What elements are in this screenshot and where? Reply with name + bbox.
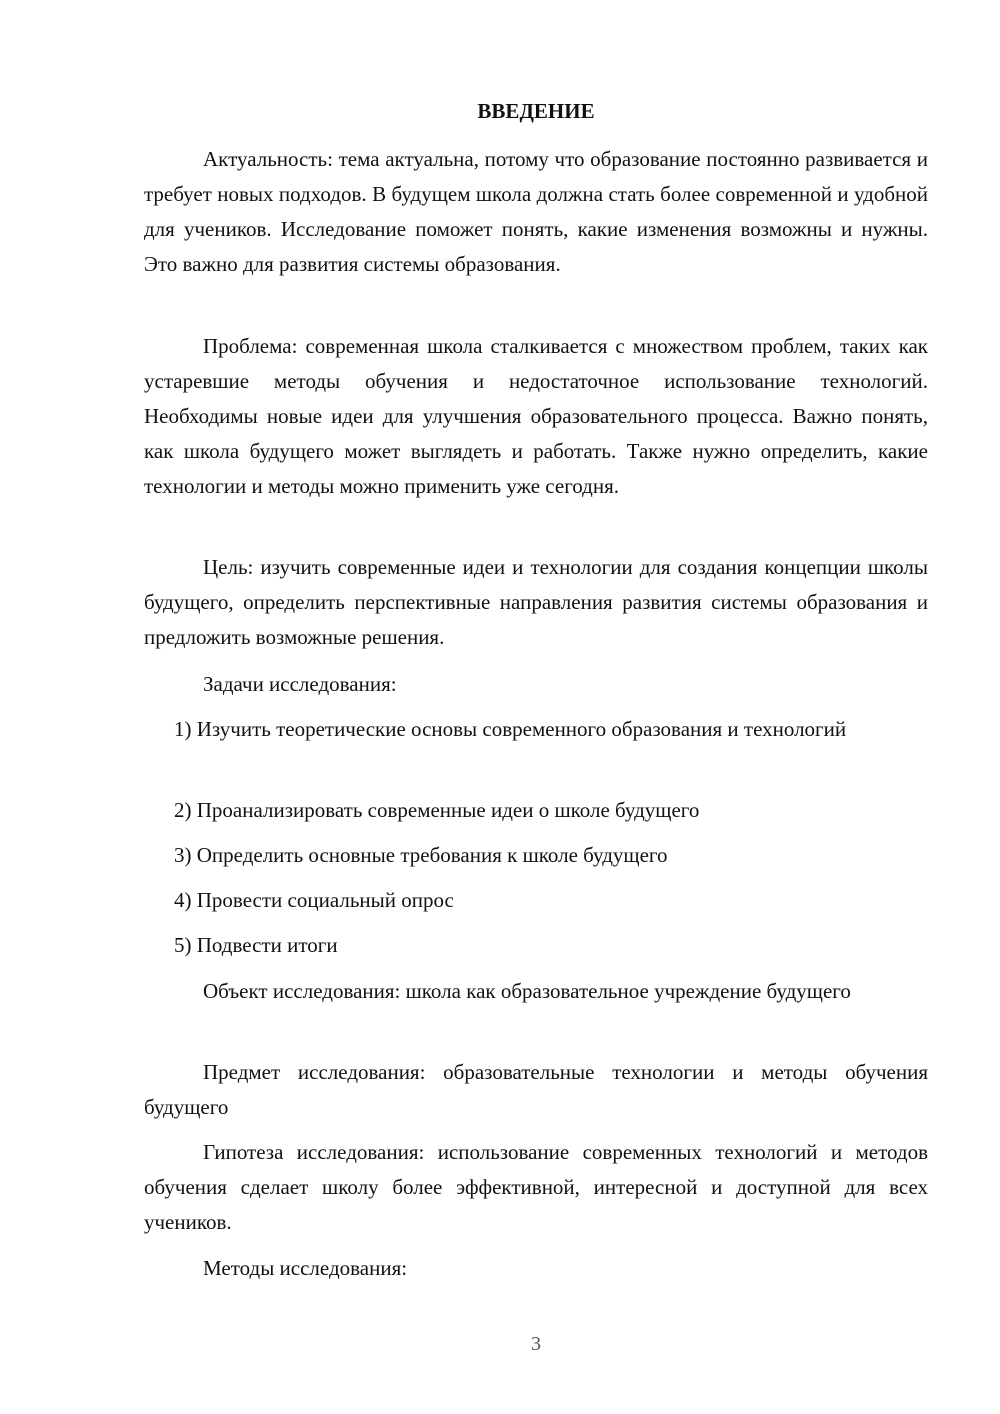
task-item-3: 3) Определить основные требования к школе будущего: [174, 843, 668, 867]
subject-paragraph: Предмет исследования: образовательные технологии и методы обучения будущего: [144, 1060, 928, 1119]
relevance-paragraph: Актуальность: тема актуальна, потому что образование постоянно развивается и требует новых подходов. В будущем школа должна стать более современной и удобной для учеников. Исследование поможет понять, какие изменения возможны и нужны. Это важно для развития системы образования.: [144, 147, 928, 276]
task-item-4: 4) Провести социальный опрос: [174, 888, 454, 912]
task-item-1: 1) Изучить теоретические основы современного образования и технологий: [174, 717, 847, 741]
section-heading: ВВЕДЕНИЕ: [477, 99, 595, 123]
tasks-heading: Задачи исследования:: [203, 672, 397, 696]
problem-paragraph: Проблема: современная школа сталкивается с множеством проблем, таких как устаревшие методы обучения и недостаточное использование технологий. Необходимы новые идеи для улучшения образовательного процесса. Важно понять, как школа будущего может выглядеть и работать. Также нужно определить, какие технологии и методы можно применить уже сегодня.: [144, 334, 928, 498]
task-item-2: 2) Проанализировать современные идеи о школе будущего: [174, 798, 700, 822]
document-page: [144, 0, 928, 1414]
methods-heading: Методы исследования:: [203, 1256, 408, 1280]
goal-paragraph: Цель: изучить современные идеи и технологии для создания концепции школы будущего, определить перспективные направления развития системы образования и предложить возможные решения.: [144, 555, 928, 649]
object-paragraph: Объект исследования: школа как образовательное учреждение будущего: [203, 979, 851, 1003]
hypothesis-paragraph: Гипотеза исследования: использование современных технологий и методов обучения сделает школу более эффективной, интересной и доступной для всех учеников.: [144, 1140, 928, 1234]
page-number: 3: [531, 1333, 541, 1355]
task-item-5: 5) Подвести итоги: [174, 933, 338, 957]
